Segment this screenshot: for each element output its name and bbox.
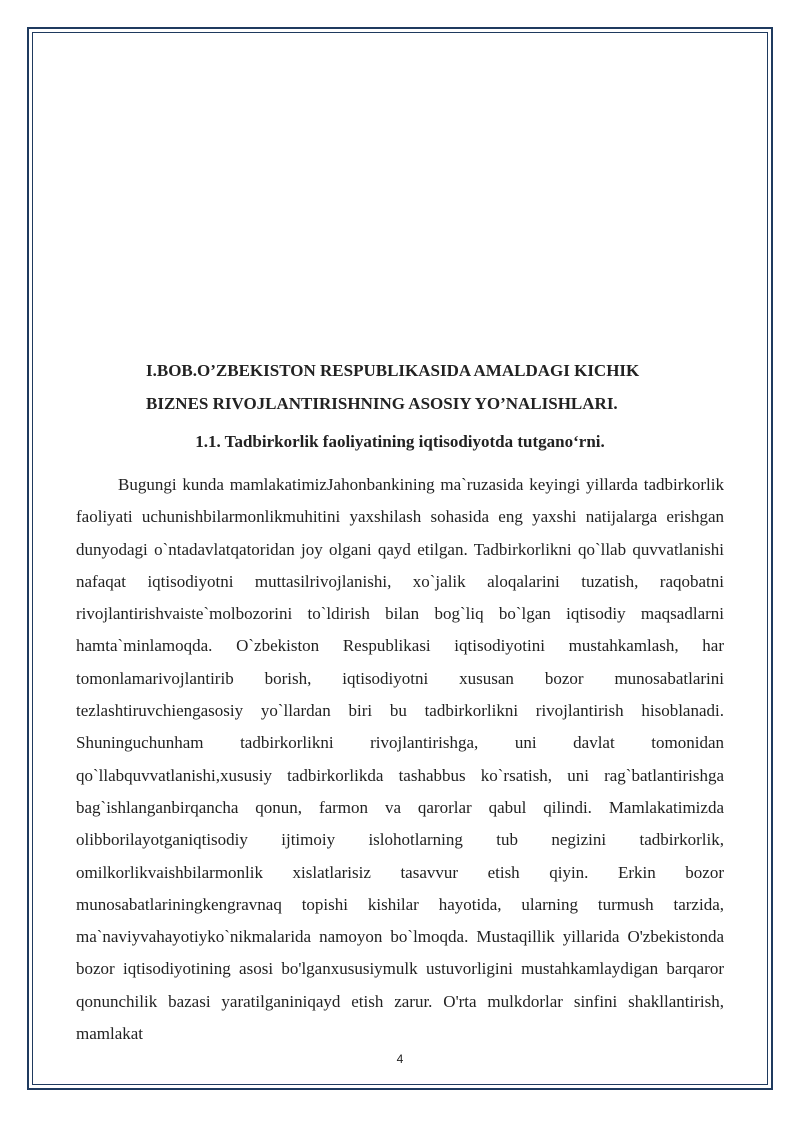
body-paragraph: Bugungi kunda mamlakatimizJahonbankining ma`ruzasida keyingi yillarda tadbirkorlik faoliyati uchunishbilarmonlikmuhitini yaxshilash sohasida eng yaxshi natijalarga erishgan dunyodagi o`ntadavlatqatoridan joy olgani qayd etilgan. Tadbirkorlikni qo`llab quvvatlanishi nafaqat iqtisodiyotni muttasilrivojlanishi, xo`jalik aloqalarini tuzatish, raqobatni rivojlantirishvaiste`molbozorini to`ldirish bilan bog`liq bo`lgan iqtisodiy maqsadlarni hamta`minlamoqda. O`zbekiston Respublikasi iqtisodiyotini mustahkamlash, har tomonlamarivojlantirib borish, iqtisodiyotni xususan bozor munosabatlarini tezlashtiruvchiengasosiy yo`llardan biri bu tadbirkorlikni rivojlantirish hisoblanadi. Shuninguchunham tadbirkorlikni rivojlantirishga, uni davlat tomonidan qo`llabquvvatlanishi,xususiy tadbirkorlikda tashabbus ko`rsatish, uni rag`batlantirishga bag`ishlanganbirqancha qonun, farmon va qarorlar qabul qilindi. Mamlakatimizda olibborilayotganiqtisodiy ijtimoiy islohotlarning tub negizini tadbirkorlik, omilkorlikvaishbilarmonlik xislatlarisiz tasavvur etish qiyin. Erkin bozor munosabatlariningkengravnaq topishi kishilar hayotida, ularning turmush tarzida, ma`naviyvahayotiyko`nikmalarida namoyon bo`lmoqda. Mustaqillik yillarida O'zbekistonda bozor iqtisodiyotining asosi bo'lganxususiymulk ustuvorligini mustahkamlaydigan barqaror qonunchilik bazasi yaratilganiniqayd etish zarur. O'rta mulkdorlar sinfini shakllantirish, mamlakat xyxy=(76,475,724,1044)
chapter-title-line-1: I.BOB.O’ZBEKISTON RESPUBLIKASIDA AMALDAGI KICHIK xyxy=(146,361,640,380)
chapter-title-line-2: BIZNES RIVOJLANTIRISHNING ASOSIY YO’NALISHLARI. xyxy=(146,394,618,413)
page-number: 4 xyxy=(396,1052,404,1066)
section-title: 1.1. Tadbirkorlik faoliyatining iqtisodiyotda tutgano‘rni. xyxy=(195,432,605,451)
